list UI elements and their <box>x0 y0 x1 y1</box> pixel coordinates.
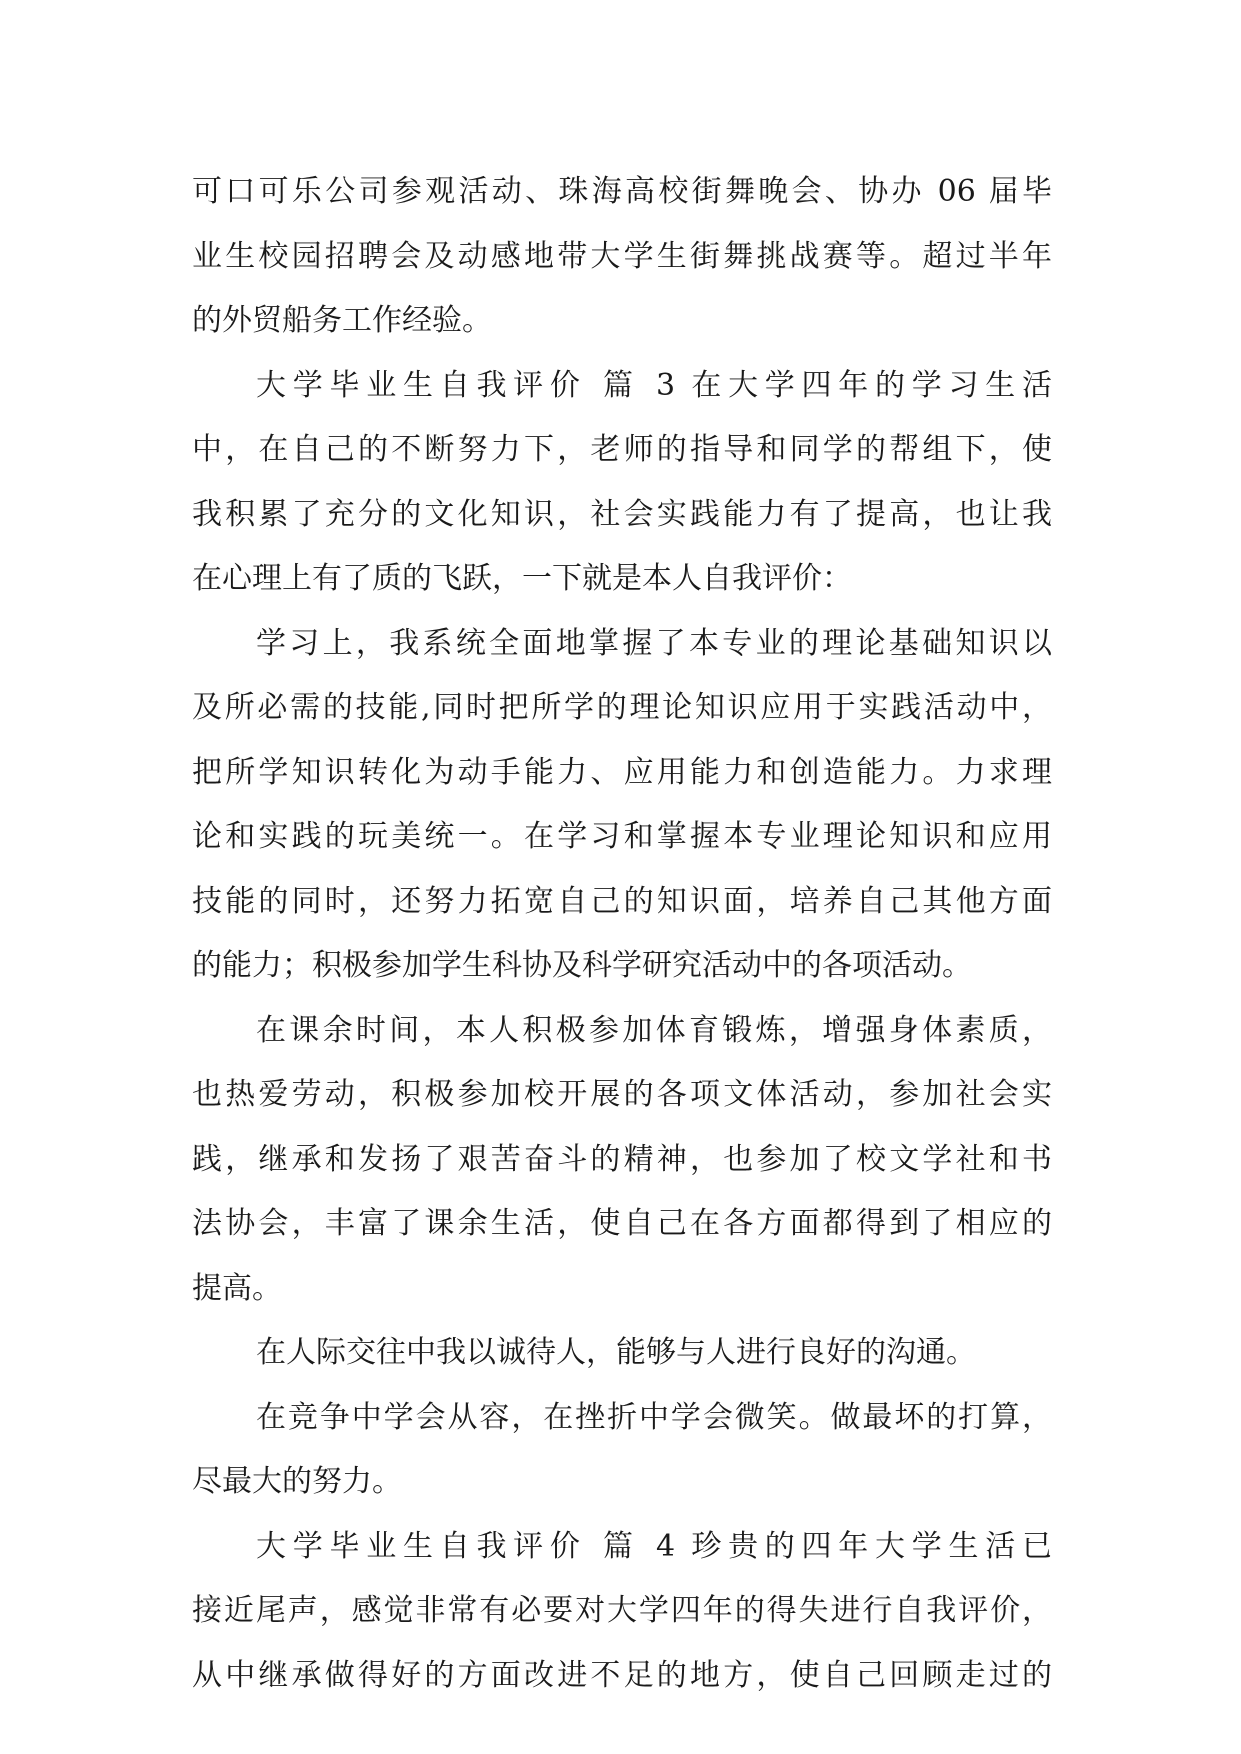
text-line: 可口可乐公司参观活动、珠海高校街舞晚会、协办 06 届毕 <box>192 174 1052 209</box>
text-line: 在人际交往中我以诚待人，能够与人进行良好的沟通。 <box>256 1335 976 1370</box>
text-line: 中，在自己的不断努力下，老师的指导和同学的帮组下，使 <box>192 432 1052 467</box>
text-line: 也热爱劳动，积极参加校开展的各项文体活动，参加社会实 <box>192 1077 1052 1112</box>
text-line: 法协会，丰富了课余生活，使自己在各方面都得到了相应的 <box>192 1206 1052 1241</box>
text-line: 践，继承和发扬了艰苦奋斗的精神，也参加了校文学社和书 <box>192 1141 1052 1177</box>
text-line: 及所必需的技能,同时把所学的理论知识应用于实践活动中， <box>192 690 1052 725</box>
text-line: 学习上，我系统全面地掌握了本专业的理论基础知识以 <box>256 625 1052 661</box>
text-line: 在课余时间，本人积极参加体育锻炼，增强身体素质， <box>256 1012 1052 1048</box>
text-line: 大学毕业生自我评价 篇 3 在大学四年的学习生活 <box>256 367 1052 403</box>
text-line: 的外贸船务工作经验。 <box>192 303 492 338</box>
text-line: 在心理上有了质的飞跃，一下就是本人自我评价： <box>192 561 852 596</box>
text-line: 业生校园招聘会及动感地带大学生街舞挑战赛等。超过半年 <box>192 238 1052 274</box>
document-body <box>192 160 1052 1708</box>
text-line: 在竞争中学会从容，在挫折中学会微笑。做最坏的打算， <box>256 1399 1052 1435</box>
text-line: 的能力；积极参加学生科协及科学研究活动中的各项活动。 <box>192 948 972 983</box>
text-line: 大学毕业生自我评价 篇 4 珍贵的四年大学生活已 <box>256 1528 1052 1564</box>
text-line: 把所学知识转化为动手能力、应用能力和创造能力。力求理 <box>192 754 1052 790</box>
text-line: 接近尾声，感觉非常有必要对大学四年的得失进行自我评价， <box>192 1593 1052 1628</box>
text-line: 论和实践的玩美统一。在学习和掌握本专业理论知识和应用 <box>192 819 1052 854</box>
text-line: 技能的同时，还努力拓宽自己的知识面，培养自己其他方面 <box>192 883 1052 919</box>
text-line: 提高。 <box>192 1270 282 1306</box>
text-line: 从中继承做得好的方面改进不足的地方，使自己回顾走过的 <box>192 1657 1052 1693</box>
text-line: 尽最大的努力。 <box>192 1464 402 1499</box>
text-line: 我积累了充分的文化知识，社会实践能力有了提高，也让我 <box>192 496 1052 532</box>
